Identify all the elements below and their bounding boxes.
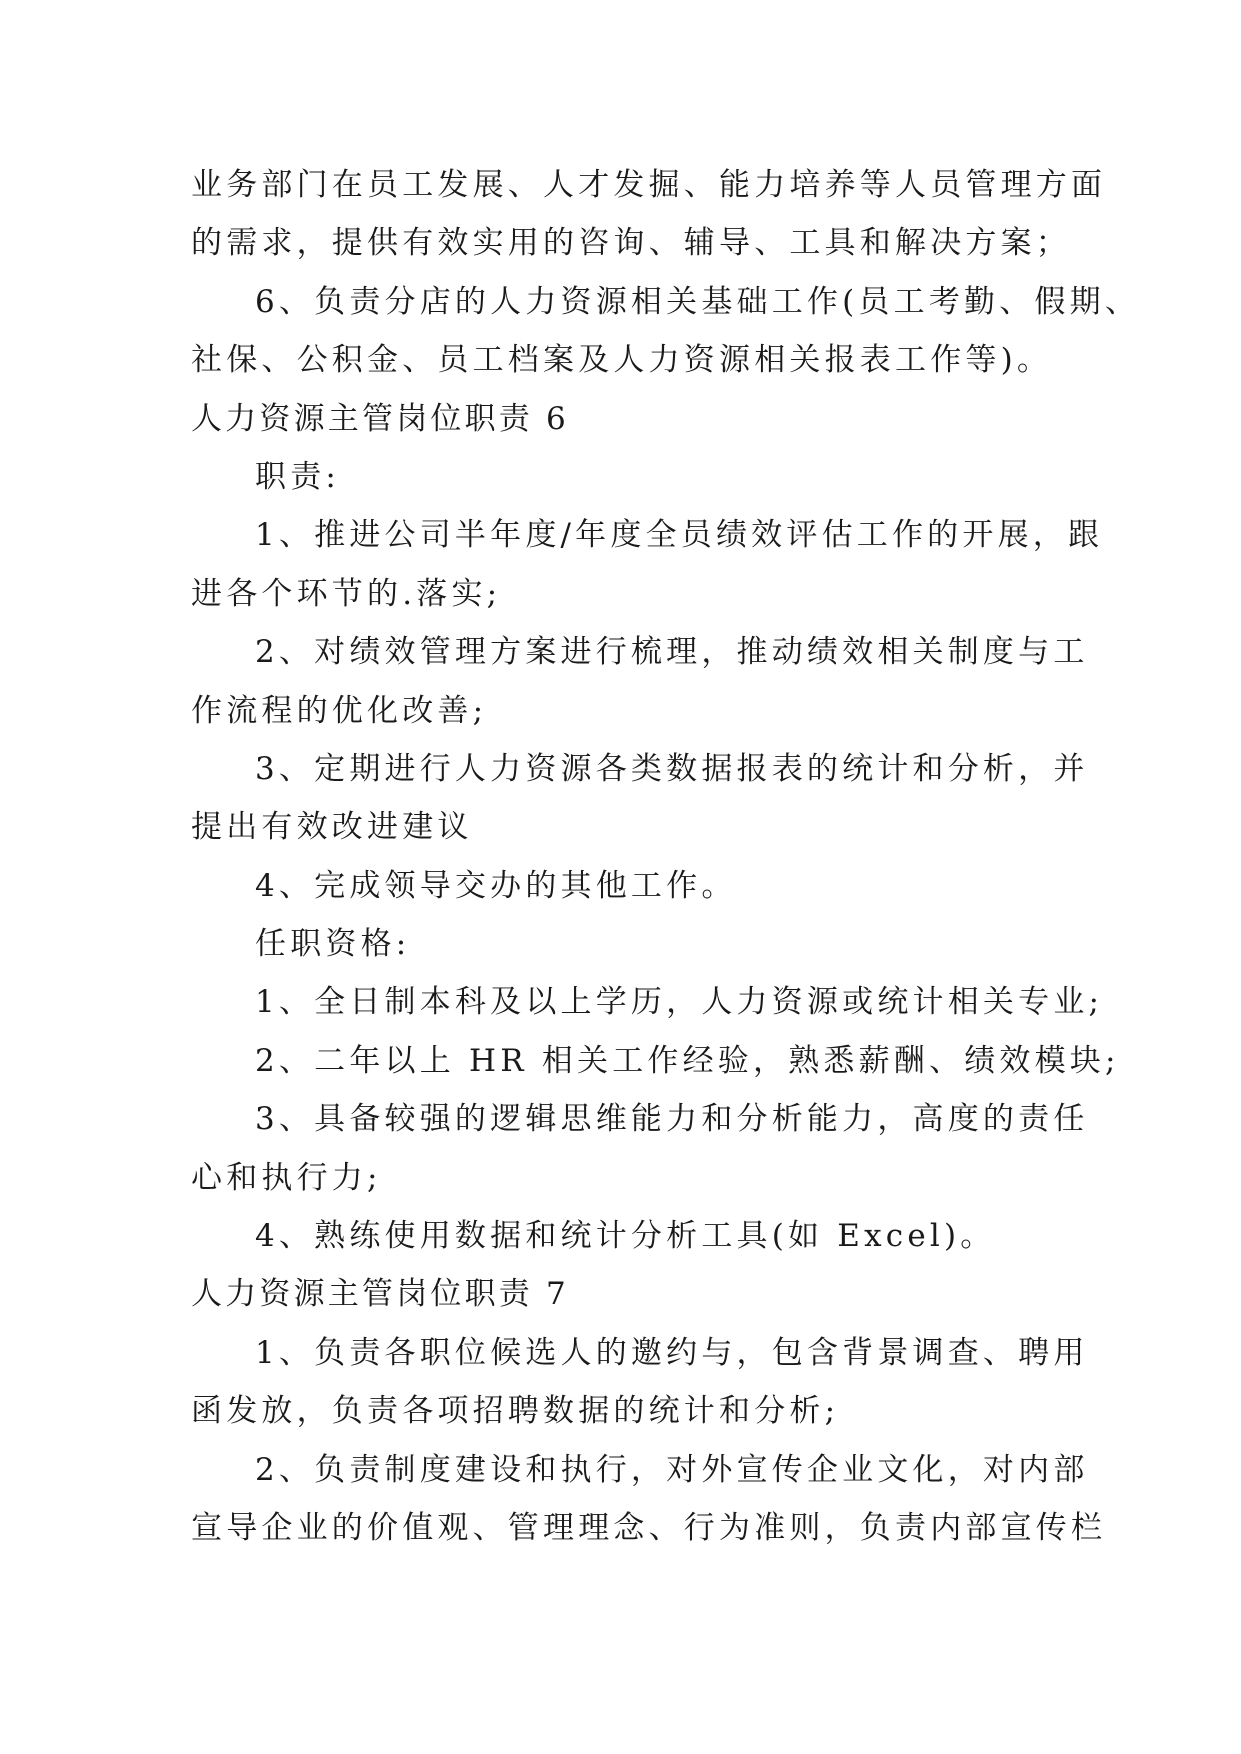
- paragraph-line: 1、推进公司半年度/年度全员绩效评估工作的开展，跟: [255, 517, 1104, 554]
- paragraph-line: 4、熟练使用数据和统计分析工具(如 Excel)。: [255, 1218, 996, 1255]
- subsection-label: 职责:: [255, 458, 341, 495]
- document-body: [191, 156, 1141, 1557]
- paragraph-line: 进各个环节的.落实;: [191, 575, 502, 612]
- paragraph-line: 社保、公积金、员工档案及人力资源相关报表工作等)。: [191, 342, 1053, 379]
- paragraph-line: 6、负责分店的人力资源相关基础工作(员工考勤、假期、: [255, 283, 1141, 320]
- paragraph-line: 1、全日制本科及以上学历，人力资源或统计相关专业;: [255, 984, 1104, 1021]
- section-heading: 人力资源主管岗位职责 7: [191, 1276, 569, 1313]
- paragraph-line: 心和执行力;: [191, 1159, 382, 1196]
- paragraph-line: 作流程的优化改善;: [191, 692, 488, 729]
- paragraph-line: 提出有效改进建议: [191, 809, 473, 846]
- paragraph-line: 2、负责制度建设和执行，对外宣传企业文化，对内部: [255, 1451, 1089, 1488]
- paragraph-line: 业务部门在员工发展、人才发掘、能力培养等人员管理方面: [191, 167, 1107, 203]
- paragraph-line: 1、负责各职位候选人的邀约与，包含背景调查、聘用: [255, 1334, 1089, 1371]
- paragraph-line: 宣导企业的价值观、管理理念、行为准则，负责内部宣传栏: [191, 1509, 1107, 1546]
- paragraph-line: 2、二年以上 HR 相关工作经验，熟悉薪酬、绩效模块;: [255, 1042, 1120, 1079]
- paragraph-line: 4、完成领导交办的其他工作。: [255, 867, 737, 904]
- paragraph-line: 3、定期进行人力资源各类数据报表的统计和分析，并: [255, 750, 1089, 787]
- subsection-label: 任职资格:: [255, 926, 411, 963]
- paragraph-line: 3、具备较强的逻辑思维能力和分析能力，高度的责任: [255, 1101, 1089, 1138]
- section-heading: 人力资源主管岗位职责 6: [191, 400, 569, 437]
- paragraph-line: 的需求，提供有效实用的咨询、辅导、工具和解决方案；: [191, 225, 1071, 262]
- paragraph-line: 2、对绩效管理方案进行梳理，推动绩效相关制度与工: [255, 634, 1089, 671]
- paragraph-line: 函发放，负责各项招聘数据的统计和分析;: [191, 1393, 840, 1430]
